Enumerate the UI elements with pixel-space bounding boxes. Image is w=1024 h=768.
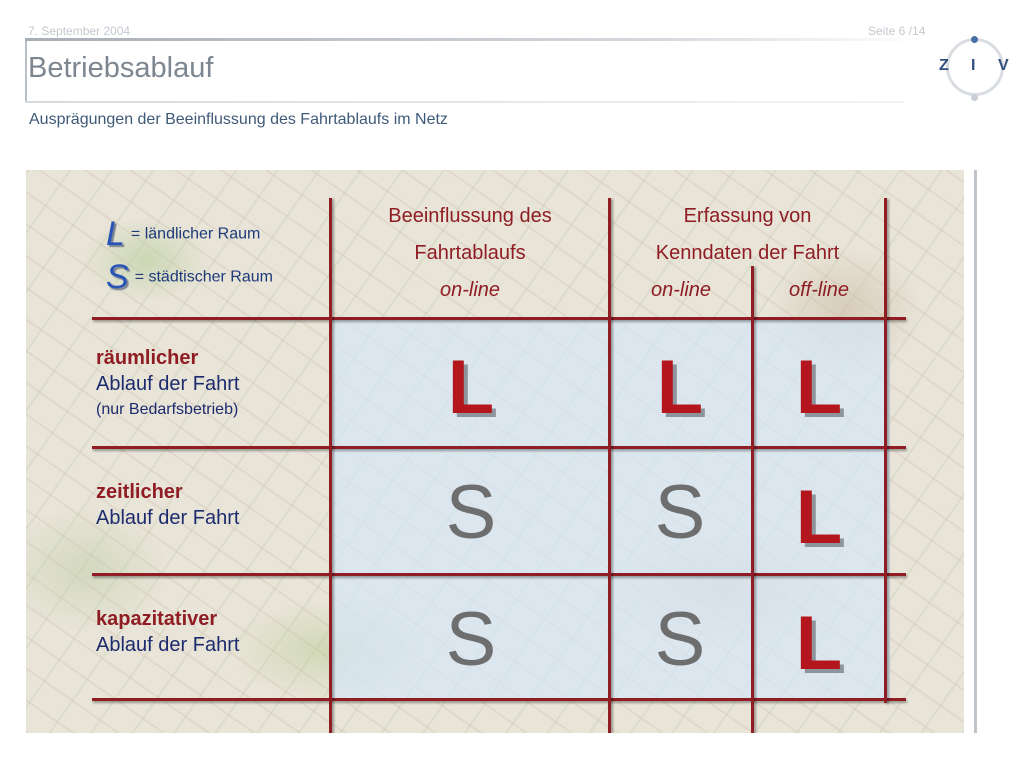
slide-subtitle: Ausprägungen der Beeinflussung des Fahrtablaufs im Netz xyxy=(29,111,448,128)
column-header-online: on-line xyxy=(650,279,712,301)
logo-dot-top xyxy=(971,36,978,43)
cell-r3-c3: L xyxy=(795,601,843,686)
column-header-collection xyxy=(611,198,884,272)
row-label-temporal-line2: Ablauf der Fahrt xyxy=(96,507,240,529)
cell-r3-c2: S xyxy=(654,597,706,682)
grid-line-h1 xyxy=(92,317,906,320)
column-header-influence xyxy=(332,198,608,309)
cell-r1-c1: L xyxy=(447,345,495,430)
grid-line-h4 xyxy=(92,698,906,701)
logo-dot-bottom xyxy=(971,94,978,101)
legend-symbol-l: L xyxy=(106,215,125,253)
legend-rural xyxy=(106,215,260,254)
row-label-spatial xyxy=(96,345,239,423)
legend-text-urban: = städtischer Raum xyxy=(134,268,273,286)
ziv-logo xyxy=(936,34,1014,106)
column-header-collection-line1: Erfassung von xyxy=(683,205,812,227)
column-header-offline: off-line xyxy=(788,279,850,301)
cell-r3-c1: S xyxy=(445,597,497,682)
row-label-capacity-bold: kapazitativer xyxy=(96,608,218,630)
row-label-capacity xyxy=(96,606,239,658)
row-label-temporal xyxy=(96,479,239,531)
grid-line-h3 xyxy=(92,573,906,576)
slide-title: Betriebsablauf xyxy=(28,52,214,84)
legend-text-rural: = ländlicher Raum xyxy=(130,225,261,243)
cell-r2-c1: S xyxy=(445,470,497,555)
top-rule xyxy=(25,38,927,41)
logo-letter-i: I xyxy=(971,57,976,74)
date-label: 7. September 2004 xyxy=(28,24,131,38)
grid-line-v4 xyxy=(884,198,887,703)
row-label-spatial-line2: Ablauf der Fahrt xyxy=(96,373,240,395)
grid-line-v3 xyxy=(751,266,754,733)
column-header-influence-line1: Beeinflussung des xyxy=(388,205,552,227)
legend-urban xyxy=(106,258,273,297)
column-header-influence-line2: Fahrtablaufs xyxy=(414,242,526,264)
column-header-collection-line2: Kenndaten der Fahrt xyxy=(655,242,840,264)
row-label-spatial-note: (nur Bedarfsbetrieb) xyxy=(96,401,239,418)
row-label-spatial-bold: räumlicher xyxy=(96,347,199,369)
row-label-capacity-line2: Ablauf der Fahrt xyxy=(96,634,240,656)
title-underline xyxy=(25,101,905,103)
right-edge-bar xyxy=(974,170,977,733)
logo-letter-z: Z xyxy=(939,57,949,74)
grid-line-h2 xyxy=(92,446,906,449)
map-background xyxy=(26,170,964,733)
row-label-temporal-bold: zeitlicher xyxy=(96,481,183,503)
cell-r1-c2: L xyxy=(656,345,704,430)
legend-symbol-s: S xyxy=(106,258,129,296)
column-header-influence-mode: on-line xyxy=(439,279,501,301)
logo-letter-v: V xyxy=(998,57,1009,74)
cell-r2-c2: S xyxy=(654,470,706,555)
page-number: Seite 6 /14 xyxy=(868,24,926,38)
cell-r1-c3: L xyxy=(795,345,843,430)
cell-r2-c3: L xyxy=(795,475,843,560)
left-rule xyxy=(25,41,27,103)
